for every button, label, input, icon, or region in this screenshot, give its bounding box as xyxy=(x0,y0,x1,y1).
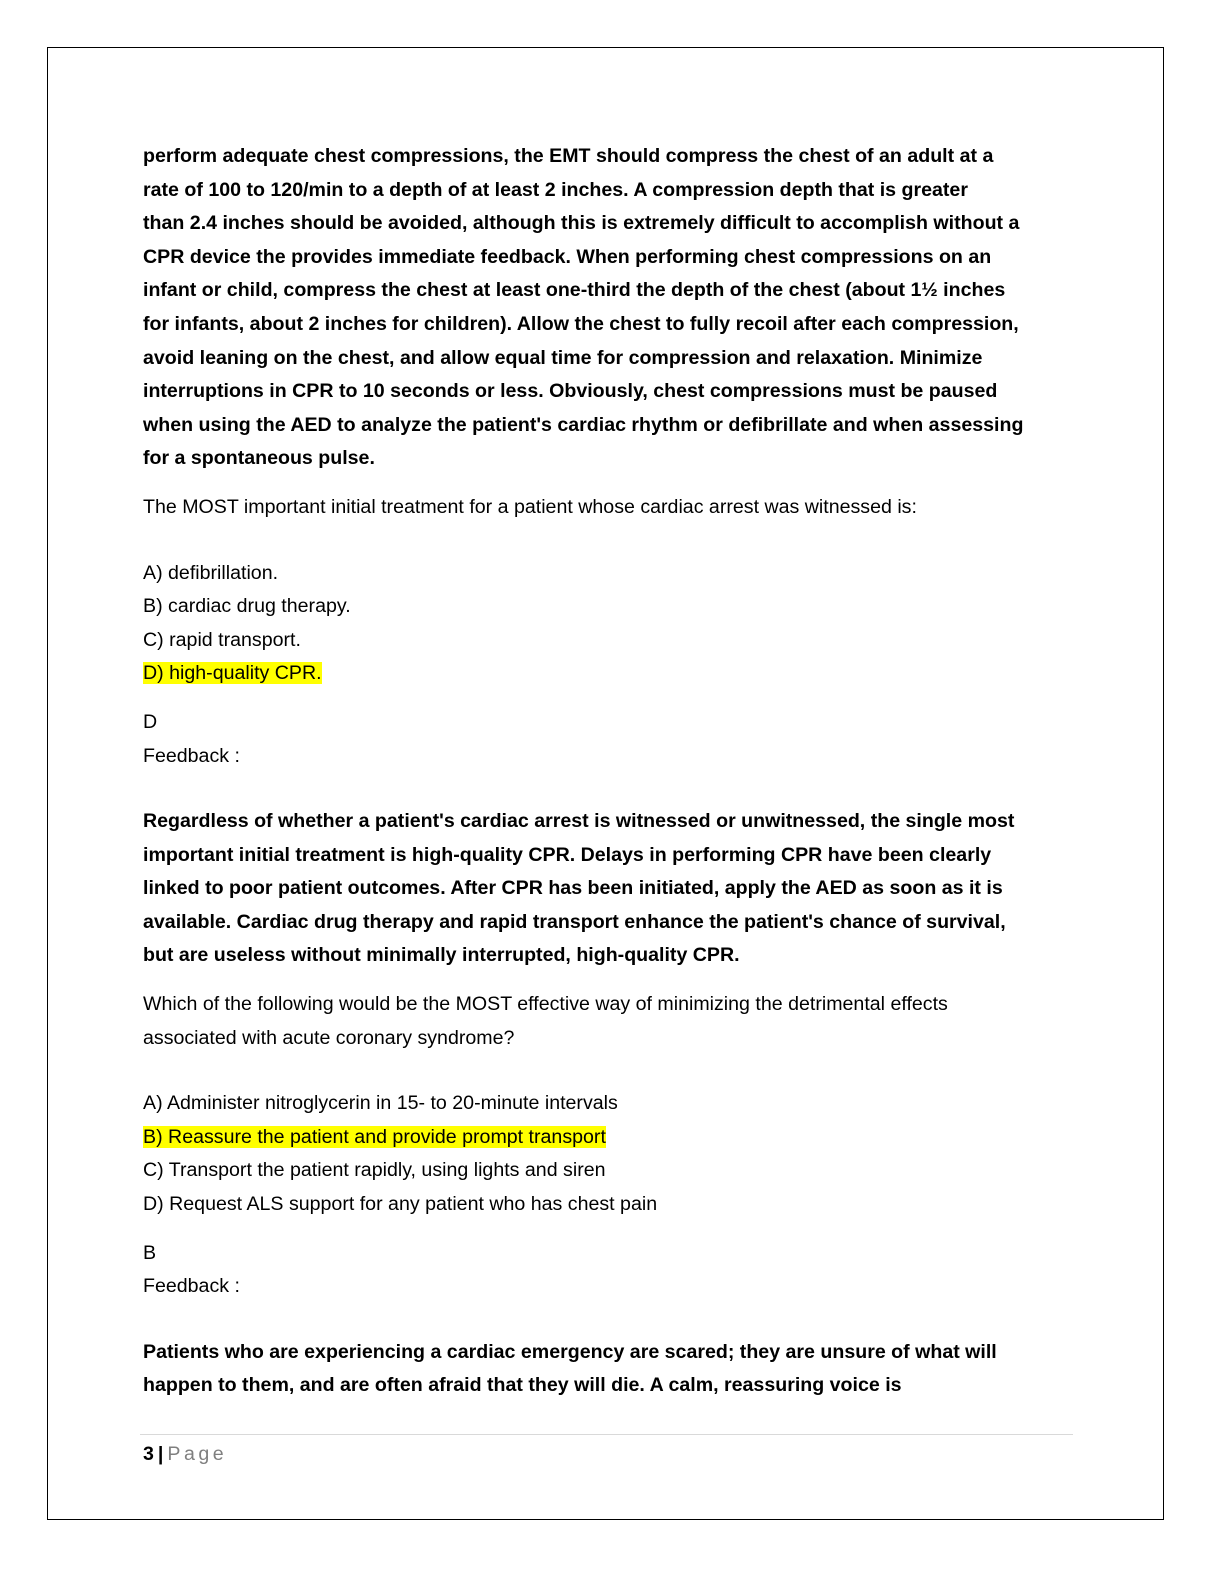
text-line: perform adequate chest compressions, the EMT should compress the chest of an adult at a xyxy=(143,145,994,167)
text-line: Patients who are experiencing a cardiac emergency are scared; they are unsure of what will xyxy=(143,1340,997,1363)
text-line: important initial treatment is high-quality CPR. Delays in performing CPR have been clearly xyxy=(143,843,992,866)
feedback-label: Feedback : xyxy=(143,744,240,767)
text-line: linked to poor patient outcomes. After CPR has been initiated, apply the AED as soon as it is xyxy=(143,877,1003,900)
page-content xyxy=(143,140,1078,1403)
question-text: The MOST important initial treatment for a patient whose cardiac arrest was witnessed is: xyxy=(143,495,917,518)
text-line: for a spontaneous pulse. xyxy=(143,447,375,470)
question-2-feedback xyxy=(143,1336,1078,1403)
text-line: infant or child, compress the chest at least one-third the depth of the chest (about 1½ inches xyxy=(143,279,1006,302)
option-c: C) Transport the patient rapidly, using lights and siren xyxy=(143,1159,606,1182)
question-1-answer-block xyxy=(143,706,1078,773)
feedback-label: Feedback : xyxy=(143,1275,240,1298)
question-text: associated with acute coronary syndrome? xyxy=(143,1026,515,1049)
intro-paragraph xyxy=(143,140,1078,476)
option-a: A) Administer nitroglycerin in 15- to 20-minute intervals xyxy=(143,1092,618,1115)
question-2 xyxy=(143,988,1078,1055)
option-d-highlighted: D) high-quality CPR. xyxy=(143,662,322,685)
text-line: but are useless without minimally interrupted, high-quality CPR. xyxy=(143,944,740,967)
text-line: than 2.4 inches should be avoided, although this is extremely difficult to accomplish without a xyxy=(143,212,1020,235)
text-line: rate of 100 to 120/min to a depth of at least 2 inches. A compression depth that is greater xyxy=(143,178,968,201)
option-b: B) cardiac drug therapy. xyxy=(143,595,351,618)
page-label: Page xyxy=(167,1443,228,1465)
page-footer xyxy=(143,1440,227,1468)
text-line: available. Cardiac drug therapy and rapid transport enhance the patient's chance of survival, xyxy=(143,910,1006,933)
footer-divider xyxy=(140,1434,1073,1435)
answer-letter: D xyxy=(143,710,158,733)
text-line: interruptions in CPR to 10 seconds or less. Obviously, chest compressions must be paused xyxy=(143,380,998,403)
option-a: A) defibrillation. xyxy=(143,561,279,584)
answer-letter: B xyxy=(143,1241,157,1264)
text-line: Regardless of whether a patient's cardiac arrest is witnessed or unwitnessed, the single most xyxy=(143,810,1015,833)
page-number: 3 xyxy=(143,1443,154,1465)
question-1-options xyxy=(143,557,1078,691)
text-line: CPR device the provides immediate feedback. When performing chest compressions on an xyxy=(143,245,992,268)
question-1 xyxy=(143,491,1078,525)
option-b-highlighted: B) Reassure the patient and provide prompt transport xyxy=(143,1125,606,1148)
question-2-answer-block xyxy=(143,1237,1078,1304)
text-line: avoid leaning on the chest, and allow equal time for compression and relaxation. Minimize xyxy=(143,346,983,369)
question-1-feedback xyxy=(143,805,1078,973)
text-line: for infants, about 2 inches for children). Allow the chest to fully recoil after each compression, xyxy=(143,312,1019,335)
text-line: happen to them, and are often afraid that they will die. A calm, reassuring voice is xyxy=(143,1374,902,1397)
text-line: when using the AED to analyze the patient's cardiac rhythm or defibrillate and when assessing xyxy=(143,413,1024,436)
question-2-options xyxy=(143,1087,1078,1221)
option-d: D) Request ALS support for any patient who has chest pain xyxy=(143,1193,658,1216)
question-text: Which of the following would be the MOST effective way of minimizing the detrimental effects xyxy=(143,993,948,1016)
option-c: C) rapid transport. xyxy=(143,628,301,651)
footer-separator: | xyxy=(157,1443,164,1465)
